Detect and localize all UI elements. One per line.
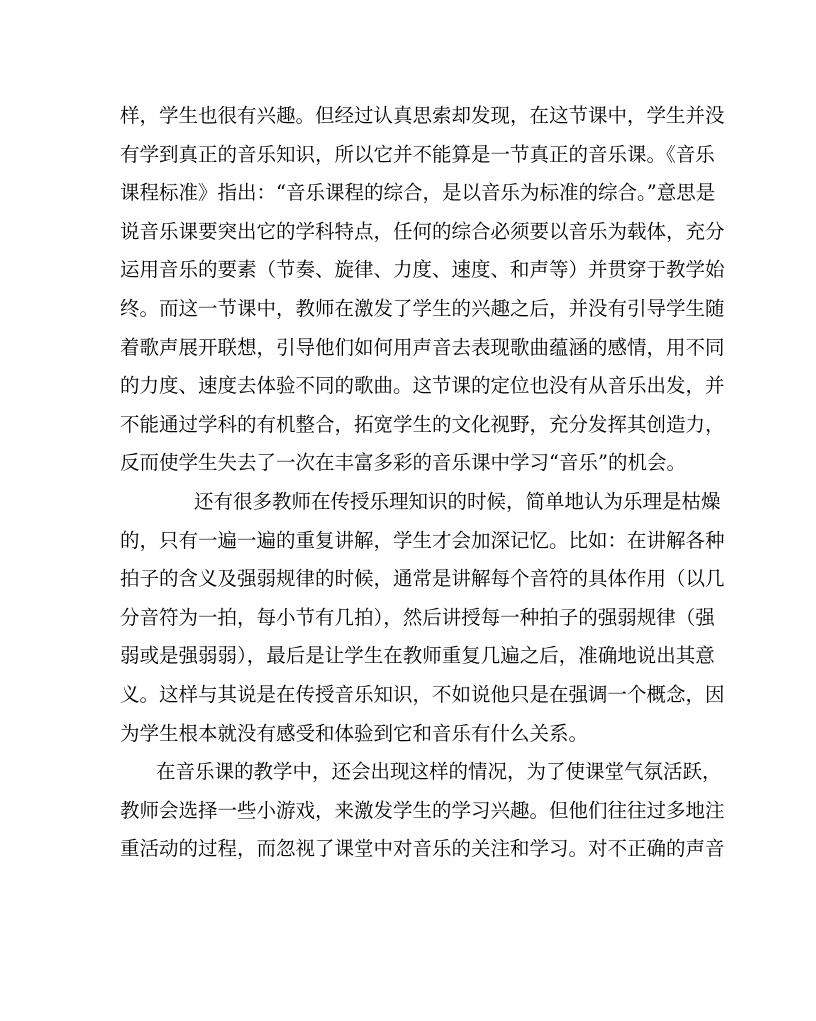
text-line: 义。这样与其说是在传授音乐知识，不如说他只是在强调一个概念，因 [120,682,725,706]
text-line: 重活动的过程，而忽视了课堂中对音乐的关注和学习。对不正确的声音 [120,837,725,861]
text-line: 在音乐课的教学中，还会出现这样的情况，为了使课堂气氛活跃， [156,760,722,784]
text-line: 还有很多教师在传授乐理知识的时候，简单地认为乐理是枯燥 [194,489,721,513]
text-line: 拍子的含义及强弱规律的时候，通常是讲解每个音符的具体作用（以几 [120,567,725,591]
text-line: 教师会选择一些小游戏，来激发学生的学习兴趣。但他们往往过多地注 [120,798,725,822]
text-line: 有学到真正的音乐知识，所以它并不能算是一节真正的音乐课。《音乐 [120,142,715,166]
text-line: 弱或是强弱弱），最后是让学生在教师重复几遍之后，准确地说出其意 [120,644,715,668]
text-line: 分音符为一拍，每小节有几拍），然后讲授每一种拍子的强弱规律（强 [120,605,715,629]
text-line: 为学生根本就没有感受和体验到它和音乐有什么关系。 [120,721,589,745]
text-line: 终。而这一节课中，教师在激发了学生的兴趣之后，并没有引导学生随 [120,296,725,320]
text-line: 的，只有一遍一遍的重复讲解，学生才会加深记忆。比如：在讲解各种 [120,528,725,552]
text-line: 说音乐课要突出它的学科特点，任何的综合必须要以音乐为载体，充分 [120,219,725,243]
text-line: 的力度、速度去体验不同的歌曲。这节课的定位也没有从音乐出发，并 [120,374,725,398]
text-line: 着歌声展开联想，引导他们如何用声音去表现歌曲蕴涵的感情，用不同 [120,335,725,359]
text-line: 样，学生也很有兴趣。但经过认真思索却发现，在这节课中，学生并没 [120,104,725,127]
text-line: 运用音乐的要素（节奏、旋律、力度、速度、和声等）并贯穿于教学始 [120,258,725,282]
body-text [120,97,725,869]
text-line: 课程标准》指出：“音乐课程的综合，是以音乐为标准的综合。”意思是 [120,181,716,205]
text-line: 不能通过学科的有机整合，拓宽学生的文化视野，充分发挥其创造力， [120,412,725,436]
text-line: 反而使学生失去了一次在丰富多彩的音乐课中学习“音乐”的机会。 [120,451,686,475]
